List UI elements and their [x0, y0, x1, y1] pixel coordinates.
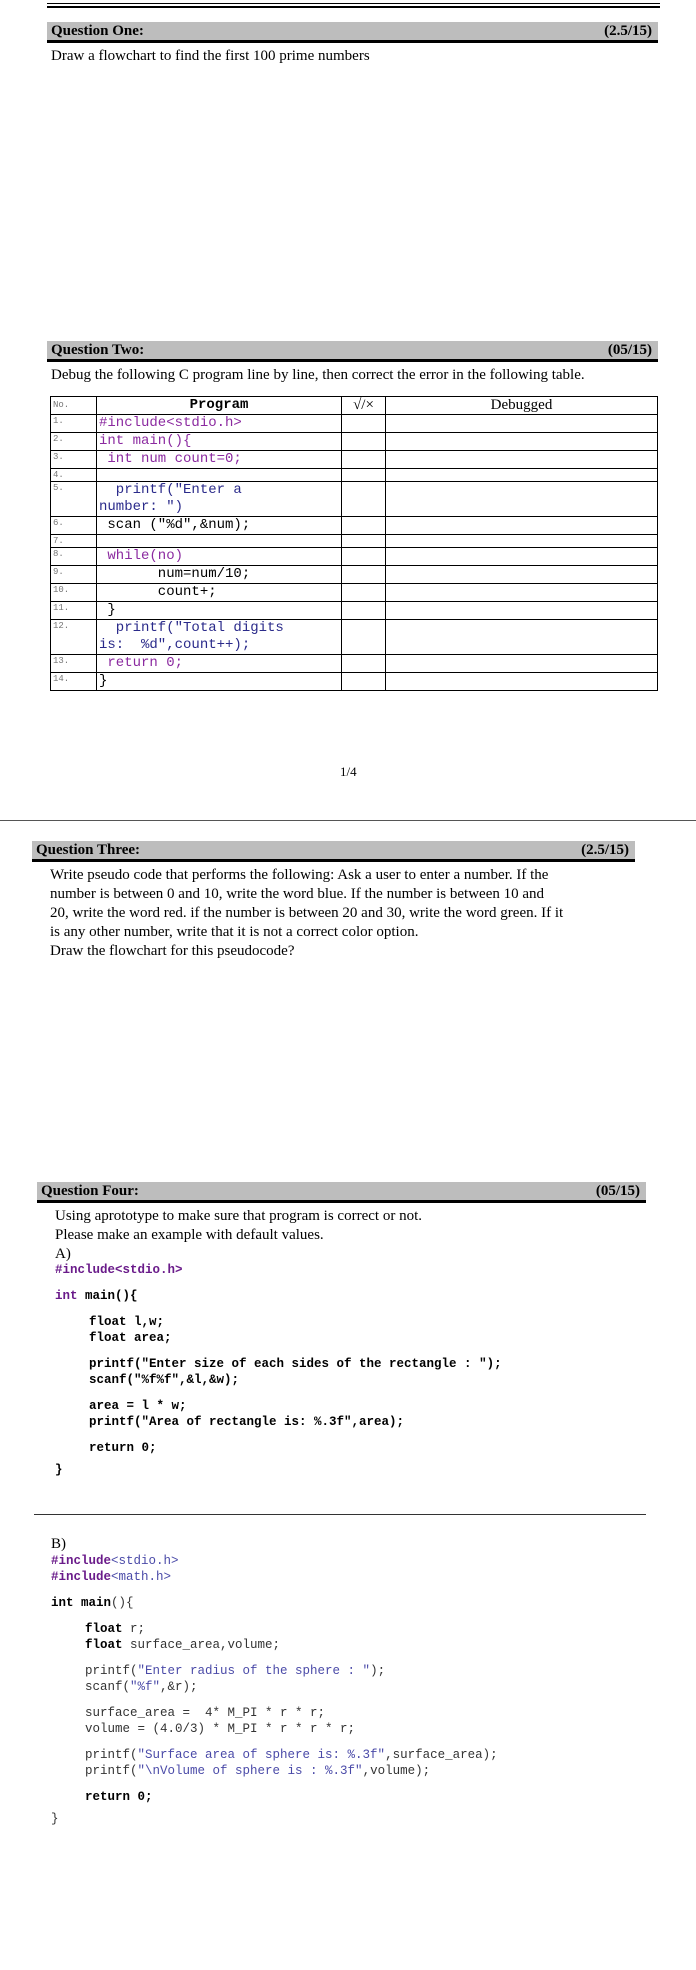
col-no-header: No.: [51, 397, 97, 415]
text-line: 20, write the word red. if the number is between 20 and 30, write the word green. If it: [50, 905, 564, 921]
check-cell[interactable]: [342, 548, 386, 566]
code-line: return 0;: [85, 1790, 153, 1804]
question-title: Question Four:: [41, 1183, 139, 1199]
program-cell: [97, 469, 342, 482]
text-line: Please make an example with default values.: [55, 1227, 324, 1243]
check-cell[interactable]: [342, 673, 386, 691]
table-row: [51, 673, 658, 691]
check-cell[interactable]: [342, 433, 386, 451]
question-two-header: [47, 341, 658, 362]
page-separator: [0, 820, 696, 821]
program-cell: num=num/10;: [97, 566, 342, 584]
debugged-cell[interactable]: [386, 535, 658, 548]
debugged-cell[interactable]: [386, 451, 658, 469]
question-one-header: [47, 22, 658, 43]
col-debugged-header: Debugged: [386, 397, 658, 415]
debugged-cell[interactable]: [386, 655, 658, 673]
program-cell: }: [97, 602, 342, 620]
program-cell: while(no): [97, 548, 342, 566]
question-marks: (05/15): [607, 342, 652, 358]
table-row: [51, 517, 658, 535]
row-number: 7.: [51, 535, 97, 548]
table-row: [51, 482, 658, 517]
table-row: [51, 451, 658, 469]
row-number: 14.: [51, 673, 97, 691]
debugged-cell[interactable]: [386, 415, 658, 433]
code-block-a: #include<stdio.h> int main(){ float l,w; float area; printf("Enter size of each sides of the rectangle : "); scanf("%f%f",&l,&w); area = l * w; printf("Area of rectangle is: %.3f",area); return 0; }: [55, 1263, 502, 1477]
code-line: volume = (4.0/3) * M_PI * r * r * r;: [85, 1722, 356, 1736]
program-cell: int main(){: [97, 433, 342, 451]
part-b-label: B): [51, 1536, 66, 1552]
code-line: float l,w;: [89, 1315, 165, 1329]
question-three-text: [50, 866, 650, 961]
page-number: 1/4: [340, 764, 357, 779]
program-cell: return 0;: [97, 655, 342, 673]
code-line: }: [51, 1812, 59, 1826]
row-number: 2.: [51, 433, 97, 451]
section-divider: [34, 1514, 646, 1515]
debugged-cell[interactable]: [386, 584, 658, 602]
row-number: 10.: [51, 584, 97, 602]
row-number: 4.: [51, 469, 97, 482]
debugged-cell[interactable]: [386, 482, 658, 517]
debugged-cell[interactable]: [386, 602, 658, 620]
question-marks: (05/15): [595, 1183, 640, 1199]
table-row: [51, 566, 658, 584]
text-line: number is between 0 and 10, write the word blue. If the number is between 10 and: [50, 886, 545, 902]
question-four-header: [37, 1182, 646, 1203]
text-line: Using aprototype to make sure that program is correct or not.: [55, 1208, 422, 1224]
top-rule: [47, 3, 660, 4]
question-marks: (2.5/15): [604, 23, 652, 39]
row-number: 6.: [51, 517, 97, 535]
code-line: main(){: [77, 1289, 138, 1303]
debugged-cell[interactable]: [386, 566, 658, 584]
question-two-text: Debug the following C program line by line, then correct the error in the following table.: [51, 367, 585, 383]
code-line: return 0;: [89, 1441, 157, 1455]
code-line: area = l * w;: [89, 1399, 187, 1413]
question-marks: (2.5/15): [581, 842, 629, 858]
table-row: [51, 433, 658, 451]
code-line: printf("Area of rectangle is: %.3f",area);: [89, 1415, 405, 1429]
question-title: Question Three:: [36, 842, 141, 858]
program-cell: #include<stdio.h>: [97, 415, 342, 433]
check-cell[interactable]: [342, 415, 386, 433]
program-cell: }: [97, 673, 342, 691]
debugged-cell[interactable]: [386, 673, 658, 691]
check-cell[interactable]: [342, 535, 386, 548]
code-line: scanf("%f%f",&l,&w);: [89, 1373, 240, 1387]
debugged-cell[interactable]: [386, 548, 658, 566]
program-cell: printf("Total digits is: %d",count++);: [97, 620, 342, 655]
row-number: 11.: [51, 602, 97, 620]
check-cell[interactable]: [342, 469, 386, 482]
row-number: 1.: [51, 415, 97, 433]
code-line: }: [55, 1463, 63, 1477]
col-program-header: Program: [97, 397, 342, 415]
debugged-cell[interactable]: [386, 469, 658, 482]
question-one-text: Draw a flowchart to find the first 100 prime numbers: [51, 48, 370, 64]
table-header-row: [51, 397, 658, 415]
row-number: 9.: [51, 566, 97, 584]
code-block-b: #include<stdio.h> #include<math.h> int main(){ float r; float surface_area,volume; printf("Enter radius of the sphere : "); scanf("%f",&r); surface_area = 4* M_PI * r * r; volume = (4.0/3) * M_PI * r * r * r; printf("Surface area of sphere is: %.3f",surface_area); printf("\nVolume of sphere is : %.3f",volume); return 0; }: [51, 1554, 498, 1826]
row-number: 12.: [51, 620, 97, 655]
code-line: #include<stdio.h>: [55, 1263, 183, 1277]
row-number: 5.: [51, 482, 97, 517]
table-row: [51, 415, 658, 433]
program-cell: int num count=0;: [97, 451, 342, 469]
text-line: Draw the flowchart for this pseudocode?: [50, 943, 295, 959]
code-line: float area;: [89, 1331, 172, 1345]
check-cell[interactable]: [342, 482, 386, 517]
part-a-label: A): [55, 1246, 71, 1262]
check-cell[interactable]: [342, 517, 386, 535]
check-cell[interactable]: [342, 566, 386, 584]
program-cell: [97, 535, 342, 548]
question-title: Question Two:: [51, 342, 145, 358]
table-row: [51, 548, 658, 566]
table-row: [51, 620, 658, 655]
check-cell[interactable]: [342, 584, 386, 602]
debugged-cell[interactable]: [386, 433, 658, 451]
table-row: [51, 655, 658, 673]
row-number: 3.: [51, 451, 97, 469]
program-cell: count+;: [97, 584, 342, 602]
check-cell[interactable]: [342, 451, 386, 469]
table-row: [51, 584, 658, 602]
question-four-text: [55, 1207, 422, 1264]
debugged-cell[interactable]: [386, 620, 658, 655]
code-line: printf("Enter size of each sides of the rectangle : ");: [89, 1357, 502, 1371]
debugged-cell[interactable]: [386, 517, 658, 535]
row-number: 8.: [51, 548, 97, 566]
check-cell[interactable]: [342, 655, 386, 673]
question-title: Question One:: [51, 23, 144, 39]
top-rule: [47, 6, 660, 8]
program-cell: scan ("%d",&num);: [97, 517, 342, 535]
col-check-header: √/×: [342, 397, 386, 415]
program-cell: printf("Enter a number: "): [97, 482, 342, 517]
debug-table: [50, 396, 658, 691]
code-line: surface_area = 4* M_PI * r * r;: [85, 1706, 326, 1720]
table-row: [51, 535, 658, 548]
table-row: [51, 469, 658, 482]
question-three-header: [32, 841, 635, 862]
text-line: Write pseudo code that performs the following: Ask a user to enter a number. If the: [50, 867, 549, 883]
check-cell[interactable]: [342, 602, 386, 620]
check-cell[interactable]: [342, 620, 386, 655]
text-line: is any other number, write that it is not a correct color option.: [50, 924, 419, 940]
table-row: [51, 602, 658, 620]
row-number: 13.: [51, 655, 97, 673]
